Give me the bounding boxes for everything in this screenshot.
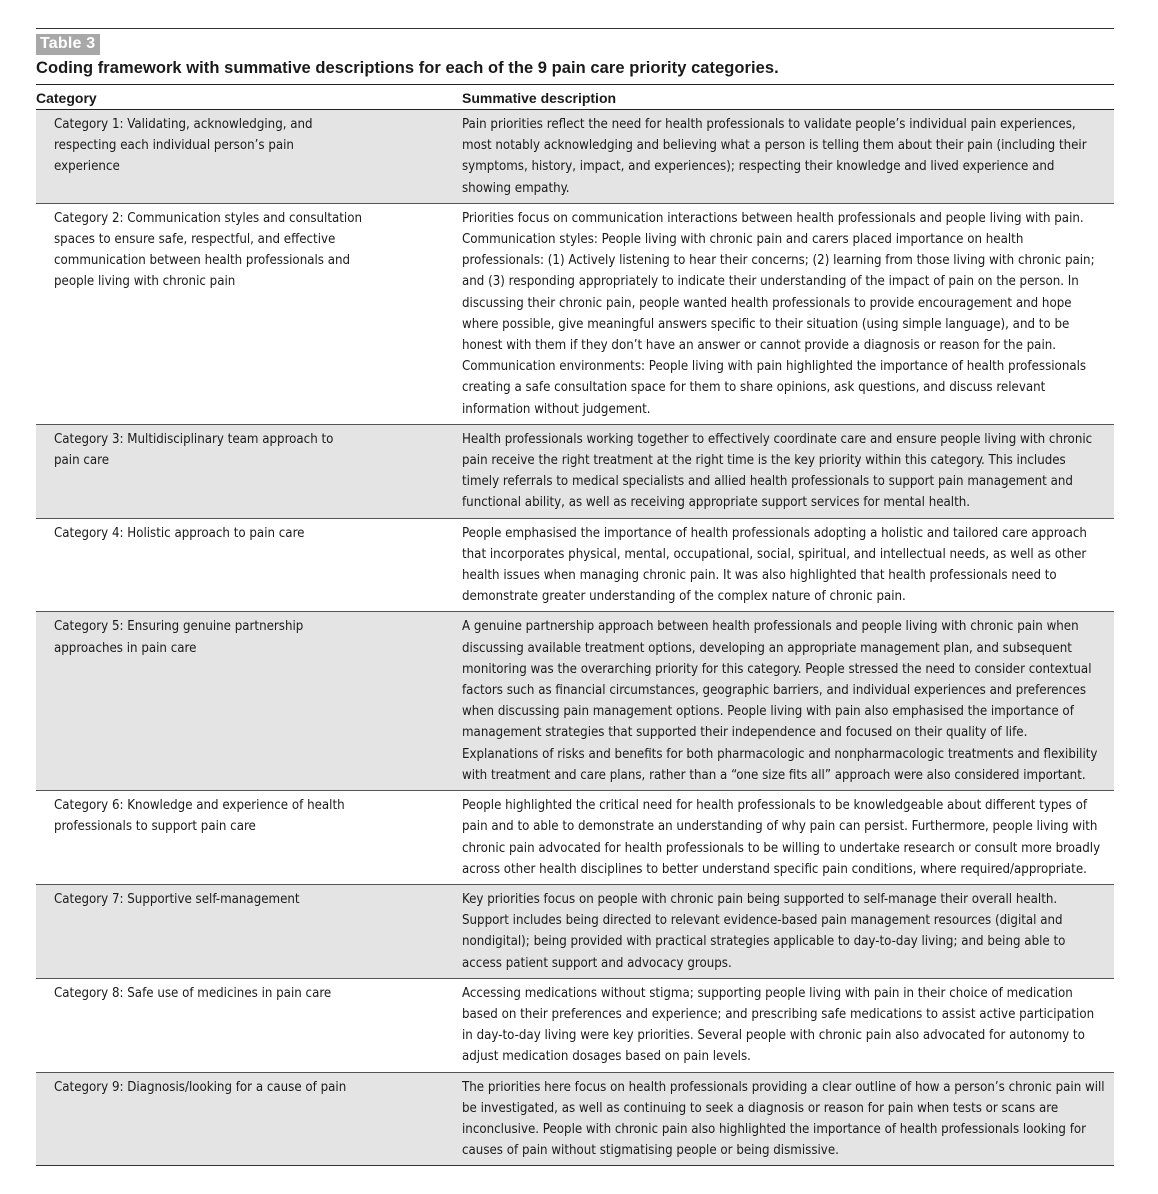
description-cell: Priorities focus on communication interactions between health professionals and people living with pain. Communication styles: People living with chronic pain and carers placed importance on health professionals: (1) Actively listening to hear their concerns; (2) learning from those living with chronic pain; and (3) responding appropriately to indicate their understanding of the impact of pain on the person. In discussing their chronic pain, people wanted health professionals to provide encouragement and hope where possible, give meaningful answers specific to their situation (using simple language), and to be honest with them if they don’t have an answer or cannot provide a diagnosis or reason for the pain. Communication environments: People living with pain highlighted the importance of health professionals creating a safe consultation space for them to share opinions, ask questions, and discuss relevant information without judgement. [462,210,1095,417]
category-cell: Category 5: Ensuring genuine partnership approaches in pain care [54,619,304,656]
category-cell: Category 6: Knowledge and experience of health professionals to support pain care [54,798,345,835]
table-header-row [36,85,1114,110]
table-row [36,204,1114,425]
table-row [36,885,1114,979]
table-row [36,519,1114,613]
table-row [36,791,1114,885]
table-label: Table 3 [36,34,100,55]
table-caption: Coding framework with summative descriptions for each of the 9 pain care priority categories. [36,59,1114,85]
table-row [36,1073,1114,1167]
table-row [36,110,1114,204]
description-cell: Pain priorities reflect the need for health professionals to validate people’s individual pain experiences, most notably acknowledging and believing what a person is telling them about their pain (including their symptoms, history, impact, and experiences); respecting their knowledge and lived experience and showing empathy. [462,117,1087,196]
category-cell: Category 7: Supportive self-management [54,891,300,907]
category-cell: Category 1: Validating, acknowledging, and respecting each individual person’s pain experience [54,117,313,175]
top-rule [36,28,1114,29]
header-description: Summative description [462,90,617,106]
description-cell: Accessing medications without stigma; supporting people living with pain in their choice of medication based on their preferences and experience; and prescribing safe medications to assist active participation in day-to-day living were key priorities. Several people with chronic pain also advocated for autonomy to adjust medication dosages based on pain levels. [462,985,1095,1065]
category-cell: Category 8: Safe use of medicines in pain care [54,985,332,1001]
table-row [36,979,1114,1073]
category-cell: Category 3: Multidisciplinary team approach to pain care [54,431,334,469]
description-cell: Health professionals working together to effectively coordinate care and ensure people living with chronic pain receive the right treatment at the right time is the key priority within this category. This includes timely referrals to medical specialists and allied health professionals to support pain management and functional ability, as well as receiving appropriate support services for mental health. [462,431,1093,511]
category-cell: Category 4: Holistic approach to pain care [54,525,305,541]
category-cell: Category 9: Diagnosis/looking for a cause of pain [54,1079,347,1095]
header-category: Category [36,90,97,106]
table-row [36,425,1114,519]
description-cell: A genuine partnership approach between health professionals and people living with chronic pain when discussing available treatment options, developing an appropriate management plan, and subsequent monitoring was the overarching priority for this category. People stressed the need to consider contextual factors such as financial circumstances, geographic barriers, and individual experiences and preferences when discussing pain management options. People living with pain also emphasised the importance of management strategies that supported their independence and focused on their quality of life. Explanations of risks and benefits for both pharmacologic and nonpharmacologic treatments and flexibility with treatment and care plans, rather than a “one size fits all” approach were also considered important. [462,619,1098,783]
description-cell: People emphasised the importance of health professionals adopting a holistic and tailored care approach that incorporates physical, mental, occupational, social, spiritual, and intellectual needs, as well as other health issues when managing chronic pain. It was also highlighted that health professionals need to demonstrate greater understanding of the complex nature of chronic pain. [462,525,1087,605]
table-row [36,612,1114,791]
category-cell: Category 2: Communication styles and consultation spaces to ensure safe, respectful, and effective communication between health professionals and people living with chronic pain [54,210,362,290]
description-cell: Key priorities focus on people with chronic pain being supported to self-manage their overall health. Support includes being directed to relevant evidence-based pain management resources (digital and nondigital); being provided with practical strategies applicable to day-to-day living; and being able to access patient support and advocacy groups. [462,891,1066,971]
description-cell: People highlighted the critical need for health professionals to be knowledgeable about different types of pain and to able to demonstrate an understanding of why pain can persist. Furthermore, people living with chronic pain advocated for health professionals to be willing to undertake research or consult more broadly across other health disciplines to better understand specific pain conditions, where required/appropriate. [462,798,1101,877]
description-cell: The priorities here focus on health professionals providing a clear outline of how a person’s chronic pain will be investigated, as well as continuing to seek a diagnosis or reason for pain when tests or scans are inconclusive. People with chronic pain also highlighted the importance of health professionals looking for causes of pain without stigmatising people or being dismissive. [462,1079,1105,1159]
table-container [36,28,1114,1166]
